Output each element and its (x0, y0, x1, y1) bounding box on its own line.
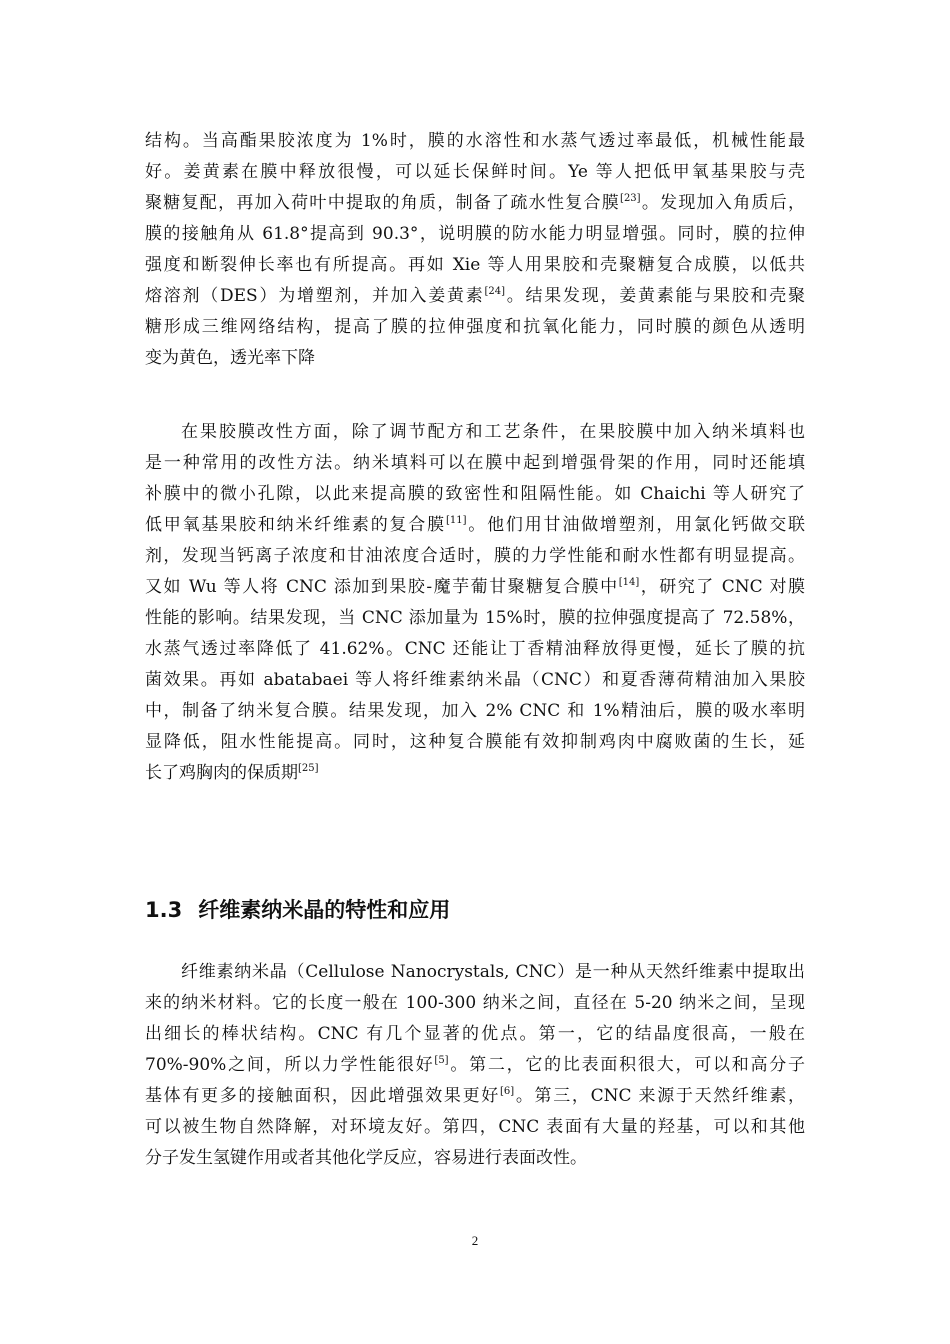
text-line: 剂，发现当钙离子浓度和甘油浓度合适时，膜的力学性能和耐水性都有明显提高。 (145, 546, 805, 566)
text-line: 变为黄色，透光率下降 (145, 348, 315, 368)
section-heading (145, 894, 450, 924)
text-line: 出细长的棒状结构。CNC 有几个显著的优点。第一，它的结晶度很高，一般在 (145, 1024, 805, 1044)
section-number: 1.3 (145, 898, 183, 922)
text-line: 补膜中的微小孔隙，以此来提高膜的致密性和阻隔性能。如 Chaichi 等人研究了 (145, 484, 805, 504)
citation-marker: [25] (298, 763, 319, 774)
citation-marker: [14] (618, 577, 640, 588)
text-line: 70%-90%之间，所以力学性能很好[5]。第二，它的比表面积很大，可以和高分子 (145, 1055, 805, 1075)
text-line: 水蒸气透过率降低了 41.62%。CNC 还能让丁香精油释放得更慢，延长了膜的抗 (145, 639, 805, 659)
text-line: 又如 Wu 等人将 CNC 添加到果胶-魔芋葡甘聚糖复合膜中[14]，研究了 CNC 对膜 (145, 577, 805, 597)
page-number: 2 (471, 1233, 479, 1248)
text-line: 熔溶剂（DES）为增塑剂，并加入姜黄素[24]。结果发现，姜黄素能与果胶和壳聚 (145, 286, 805, 306)
citation-marker: [24] (484, 286, 505, 297)
paragraph-cnc-properties (145, 957, 805, 1174)
text-line: 膜的接触角从 61.8°提高到 90.3°，说明膜的防水能力明显增强。同时，膜的拉伸 (145, 224, 805, 244)
citation-marker: [6] (499, 1086, 515, 1097)
text-line: 在果胶膜改性方面，除了调节配方和工艺条件，在果胶膜中加入纳米填料也 (181, 422, 805, 442)
text-line: 强度和断裂伸长率也有所提高。再如 Xie 等人用果胶和壳聚糖复合成膜，以低共 (145, 255, 805, 275)
text-line: 好。姜黄素在膜中释放很慢，可以延长保鲜时间。Ye 等人把低甲氧基果胶与壳 (145, 162, 805, 182)
text-line: 菌效果。再如 abatabaei 等人将纤维素纳米晶（CNC）和夏香薄荷精油加入果胶 (145, 670, 805, 690)
text-line: 低甲氧基果胶和纳米纤维素的复合膜[11]。他们用甘油做增塑剂，用氯化钙做交联 (145, 515, 806, 535)
text-line: 可以被生物自然降解，对环境友好。第四，CNC 表面有大量的羟基，可以和其他 (145, 1117, 805, 1137)
paragraph-nanofiller-modification (145, 417, 805, 789)
citation-marker: [11] (445, 515, 467, 526)
text-line: 中，制备了纳米复合膜。结果发现，加入 2% CNC 和 1%精油后，膜的吸水率明 (145, 701, 805, 721)
text-line: 聚糖复配，再加入荷叶中提取的角质，制备了疏水性复合膜[23]。发现加入角质后， (145, 193, 806, 213)
text-line: 来的纳米材料。它的长度一般在 100-300 纳米之间，直径在 5-20 纳米之间，呈现 (145, 993, 805, 1013)
citation-marker: [5] (434, 1055, 449, 1066)
text-line: 基体有更多的接触面积，因此增强效果更好[6]。第三，CNC 来源于天然纤维素， (145, 1086, 806, 1106)
section-title: 纤维素纳米晶的特性和应用 (198, 898, 451, 922)
text-line: 纤维素纳米晶（Cellulose Nanocrystals, CNC）是一种从天然纤维素中提取出 (181, 962, 805, 982)
text-line: 分子发生氢键作用或者其他化学反应，容易进行表面改性。 (145, 1148, 587, 1168)
paragraph-pectin-chitosan (145, 126, 805, 374)
text-line: 长了鸡胸肉的保质期[25] (145, 763, 319, 783)
citation-marker: [23] (620, 193, 641, 204)
text-line: 性能的影响。结果发现，当 CNC 添加量为 15%时，膜的拉伸强度提高了 72.58%， (145, 608, 805, 628)
text-line: 是一种常用的改性方法。纳米填料可以在膜中起到增强骨架的作用，同时还能填 (145, 453, 805, 473)
text-line: 结构。当高酯果胶浓度为 1%时，膜的水溶性和水蒸气透过率最低，机械性能最 (145, 131, 805, 151)
text-line: 糖形成三维网络结构，提高了膜的拉伸强度和抗氧化能力，同时膜的颜色从透明 (145, 317, 805, 337)
text-line: 显降低，阻水性能提高。同时，这种复合膜能有效抑制鸡肉中腐败菌的生长，延 (145, 732, 805, 752)
